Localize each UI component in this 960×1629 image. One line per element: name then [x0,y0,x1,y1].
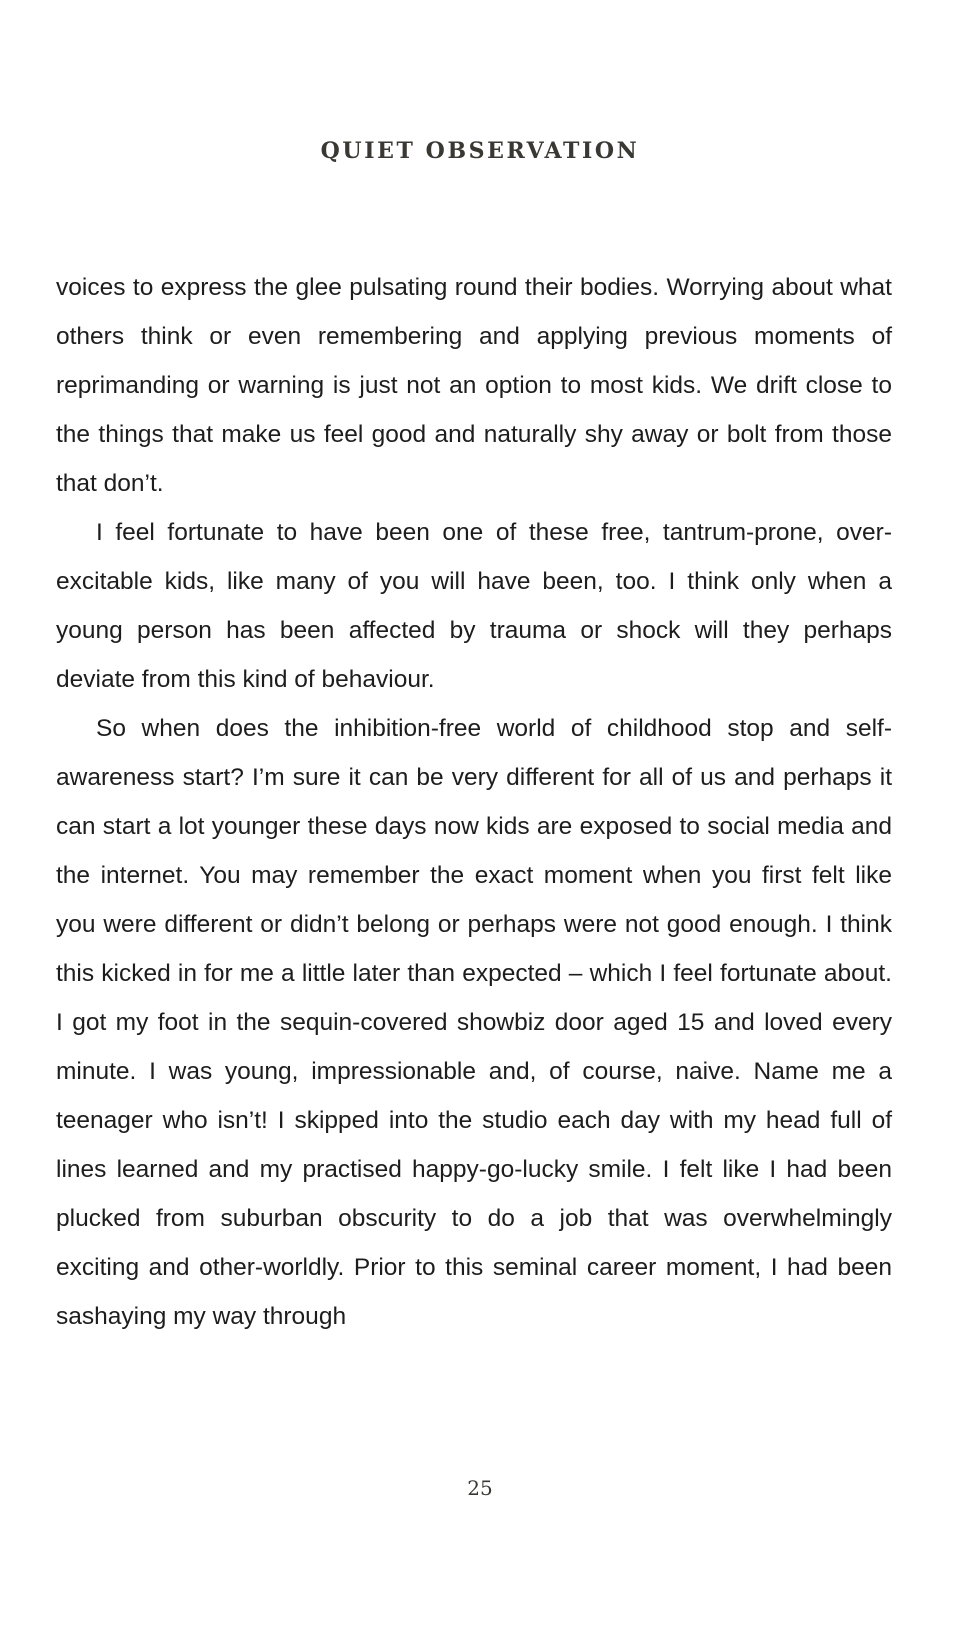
body-text [56,263,892,1341]
paragraph: I feel fortunate to have been one of these free, tantrum-prone, over-excitable kids, like many of you will have been, too. I think only when a young person has been affected by trauma or shock will they perhaps deviate from this kind of behaviour. [56,519,892,693]
running-header: QUIET OBSERVATION [320,138,640,164]
page-number: 25 [467,1476,493,1500]
paragraph: So when does the inhibition-free world of childhood stop and self-awareness start? I’m sure it can be very different for all of us and perhaps it can start a lot younger these days now kids are exposed to social media and the internet. You may remember the exact moment when you first felt like you were different or didn’t belong or perhaps were not good enough. I think this kicked in for me a little later than expected – which I feel fortunate about. I got my foot in the sequin-covered showbiz door aged 15 and loved every minute. I was young, impressionable and, of course, naive. Name me a teenager who isn’t! I skipped into the studio each day with my head full of lines learned and my practised happy-go-lucky smile. I felt like I had been plucked from suburban obscurity to do a job that was overwhelmingly exciting and other-worldly. Prior to this seminal career moment, I had been sashaying my way through [56,715,892,1330]
paragraph-continued: voices to express the glee pulsating round their bodies. Worrying about what others think or even remembering and applying previous moments of reprimanding or warning is just not an option to most kids. We drift close to the things that make us feel good and naturally shy away or bolt from those that don’t. [56,274,892,497]
